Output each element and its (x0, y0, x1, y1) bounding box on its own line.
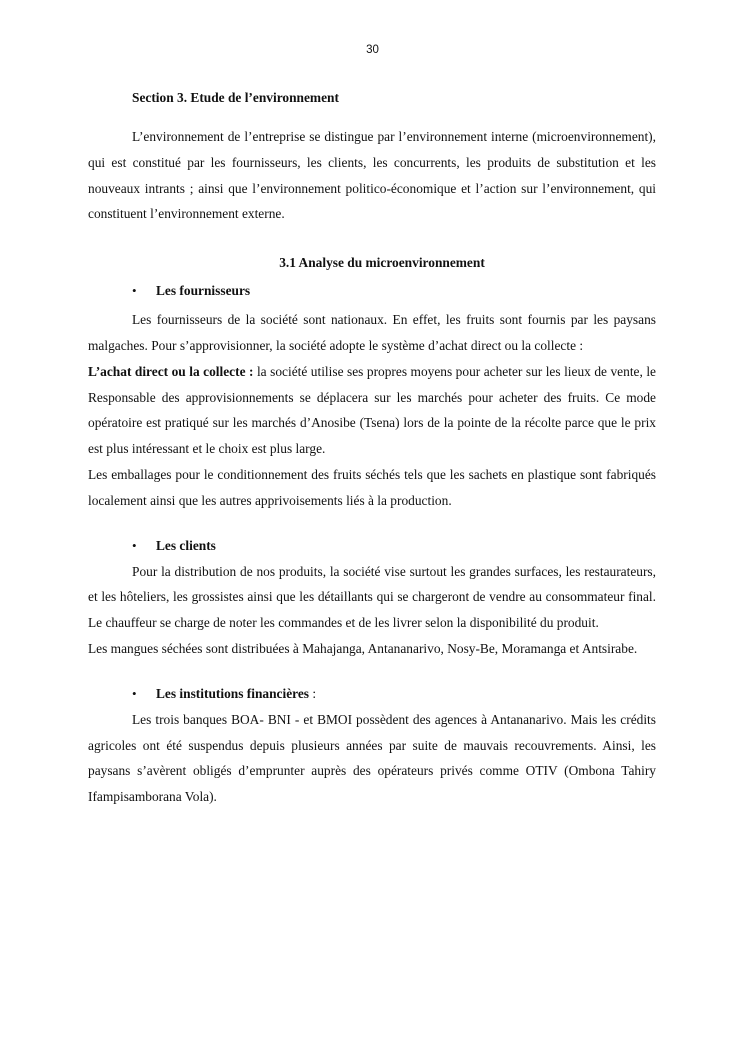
distribution-paragraph: Les mangues séchées sont distribuées à Mahajanga, Antananarivo, Nosy-Be, Moramanga et Antsirabe. (88, 640, 638, 656)
institutions-title-suffix: : (309, 685, 317, 701)
achat-paragraph (88, 359, 656, 462)
bullet-fournisseurs (88, 281, 656, 301)
bullet-icon: • (132, 685, 137, 701)
institutions-title: Les institutions financières (156, 685, 310, 701)
bullet-clients (88, 536, 656, 556)
clients-paragraph: Pour la distribution de nos produits, la société vise surtout les grandes surfaces, les restaurateurs, et les hôteliers, les grossistes ainsi que les détaillants qui se chargeront de vendre au consommateur final. Le chauffeur se charge de noter les commandes et de les livrer selon la disponibilité du produit. (88, 563, 656, 631)
institutions-paragraph: Les trois banques BOA- BNI - et BMOI possèdent des agences à Antananarivo. Mais les crédits agricoles ont été suspendus depuis plusieurs années par suite de mauvais recouvrements. Ainsi, les paysans s’avèrent obligés d’emprunter auprès des opérateurs privés comme OTIV (Ombona Tahiry Ifampisamborana Vola). (88, 711, 656, 805)
bullet-icon: • (132, 283, 137, 299)
emballages-paragraph: Les emballages pour le conditionnement des fruits séchés tels que les sachets en plastique sont fabriqués localement ainsi que les autres apprivoisements liés à la production. (88, 466, 656, 508)
fournisseurs-title: Les fournisseurs (156, 283, 251, 299)
document-body (88, 88, 656, 810)
achat-text: la société utilise ses propres moyens pour acheter sur les lieux de vente, le Responsable des approvisionnements se déplacera sur les marchés pour acheter des fruits. Ce mode opératoire est pratiqué sur les marchés d’Anosibe (Tsena) lors de la pointe de la récolte parce que le prix est plus intéressant et le choix est plus large. (88, 363, 656, 457)
subsection-heading: 3.1 Analyse du microenvironnement (279, 255, 485, 271)
clients-title: Les clients (156, 537, 216, 553)
section-heading: Section 3. Etude de l’environnement (132, 90, 339, 105)
bullet-icon: • (132, 537, 137, 553)
bullet-institutions (88, 684, 656, 704)
page-number: 30 (366, 44, 379, 56)
fournisseurs-paragraph: Les fournisseurs de la société sont nationaux. En effet, les fruits sont fournis par les paysans malgaches. Pour s’approvisionner, la société adopte le système d’achat direct ou la collecte : (88, 312, 656, 353)
institutions-heading (156, 684, 316, 704)
intro-paragraph: L’environnement de l’entreprise se distingue par l’environnement interne (microenvironnement), qui est constitué par les fournisseurs, les clients, les concurrents, les produits de substitution et les nouveaux intrants ; ainsi que l’environnement politico-économique et l’action sur l’environnement, qui constituent l’environnement externe. (88, 129, 656, 222)
achat-label: L’achat direct ou la collecte : (88, 363, 254, 379)
